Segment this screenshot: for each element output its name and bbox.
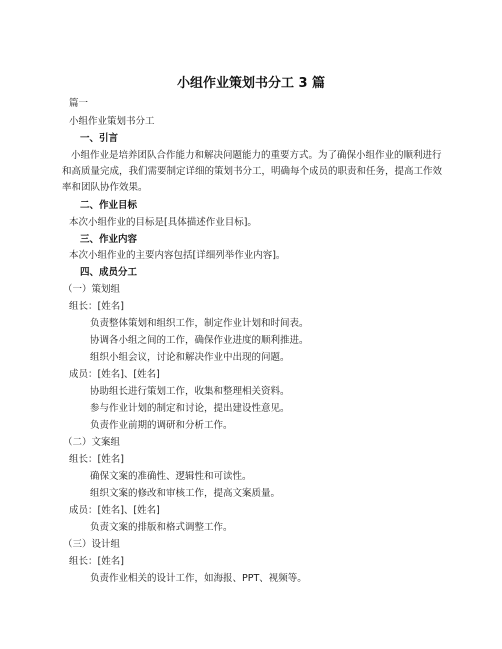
group-heading-design: （三）设计组 [63,539,121,550]
group-heading-planning: （一）策划组 [63,284,121,295]
section-heading-content: 三、作业内容 [80,234,138,245]
duty-item: 协调各小组之间的工作，确保作业进度的顺利推进。 [90,335,309,346]
duty-item: 负责作业相关的设计工作，如海报、PPT、视频等。 [90,573,307,584]
part-label: 篇一 [69,98,89,109]
duty-item: 组织小组会议，讨论和解决作业中出现的问题。 [90,352,290,363]
group-leader-planning: 组长：[姓名] [69,301,124,312]
group-leader-copywriting: 组长：[姓名] [69,454,124,465]
duty-item: 参与作业计划的制定和讨论，提出建设性意见。 [90,403,290,414]
duty-item: 组织文案的修改和审核工作，提高文案质量。 [90,488,281,499]
section-heading-introduction: 一、引言 [80,133,119,144]
content-text: 本次小组作业的主要内容包括[详细列举作业内容]。 [69,250,286,261]
document-title: 小组作业策划书分工 3 篇 [176,76,326,91]
duty-item: 负责整体策划和组织工作，制定作业计划和时间表。 [90,318,309,329]
group-members-planning: 成员：[姓名]、[姓名] [69,369,160,380]
duty-item: 负责文案的排版和格式调整工作。 [90,522,233,533]
introduction-text: 小组作业是培养团队合作能力和解决问题能力的重要方式。为了确保小组作业的顺利进行和高质量完成，我们需要制定详细的策划书分工，明确每个成员的职责和任务，提高工作效率和团队协作效果。 [62,150,443,193]
duty-item: 确保文案的准确性、逻辑性和可读性。 [90,471,252,482]
goal-text: 本次小组作业的目标是[具体描述作业目标]。 [69,217,257,228]
section-heading-goal: 二、作业目标 [80,200,138,211]
duty-item: 负责作业前期的调研和分析工作。 [90,420,233,431]
group-heading-copywriting: （二）文案组 [63,437,121,448]
group-leader-design: 组长：[姓名] [69,556,124,567]
section-heading-division: 四、成员分工 [80,267,138,278]
document-subtitle: 小组作业策划书分工 [69,116,155,127]
introduction-paragraph [62,148,448,196]
duty-item: 协助组长进行策划工作，收集和整理相关资料。 [90,386,290,397]
group-members-copywriting: 成员：[姓名]、[姓名] [69,505,160,516]
